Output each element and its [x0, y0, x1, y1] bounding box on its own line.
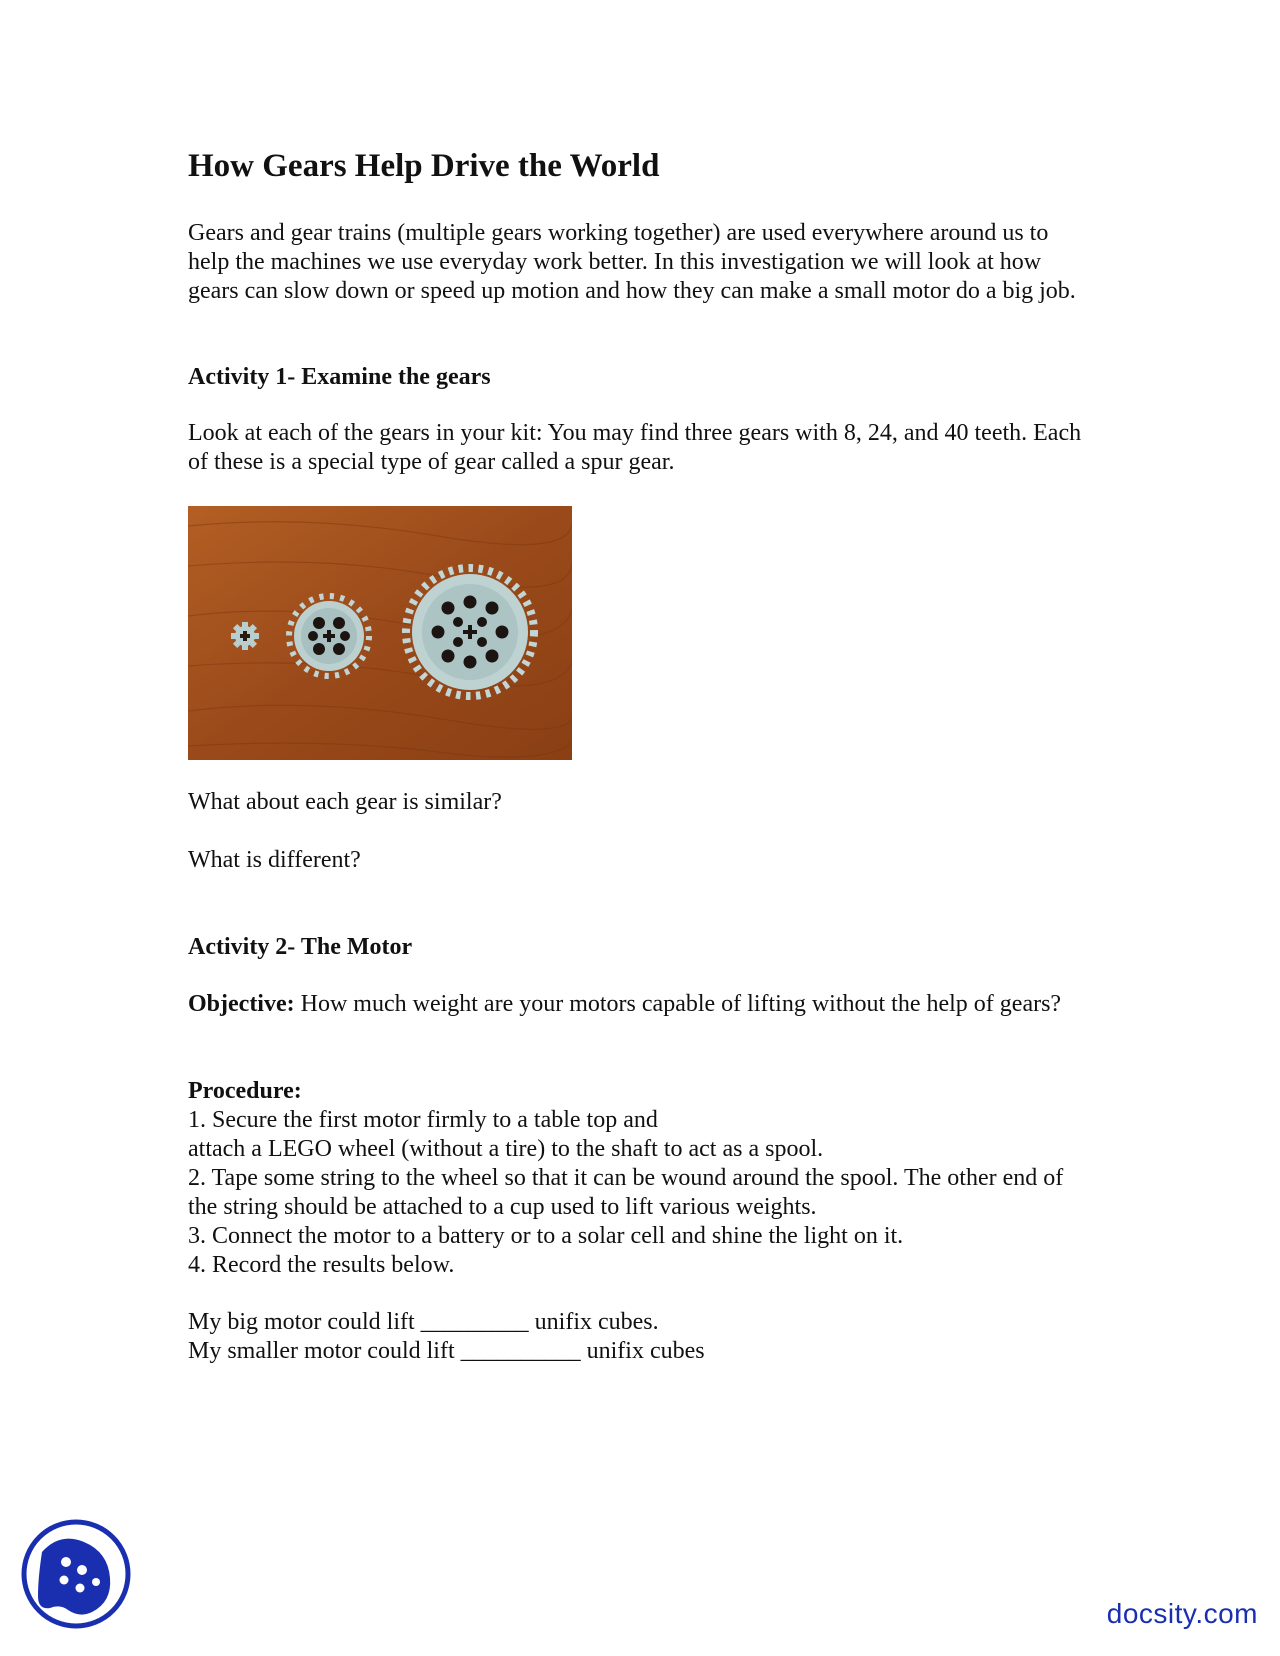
activity1-heading: Activity 1- Examine the gears — [188, 364, 491, 390]
gear-40-teeth — [406, 568, 534, 696]
intro-paragraph: Gears and gear trains (multiple gears working together) are used everywhere around us to help the machines we use everyday work better. In this investigation we will look at how gears can slow down or speed up motion and how they can make a small motor do a big job. — [188, 220, 1076, 304]
procedure-section — [188, 1077, 1088, 1280]
procedure-step: attach a LEGO wheel (without a tire) to the shaft to act as a spool. — [188, 1136, 824, 1162]
result-big-motor: My big motor could lift _________ unifix cubes. — [188, 1309, 659, 1335]
procedure-label: Procedure: — [188, 1078, 302, 1104]
page-title: How Gears Help Drive the World — [188, 148, 660, 184]
gear-8-teeth — [231, 622, 259, 650]
activity2-heading: Activity 2- The Motor — [188, 934, 413, 960]
results-section — [188, 1308, 1088, 1366]
procedure-step: 1. Secure the first motor firmly to a table top and — [188, 1107, 658, 1133]
docsity-logo-icon — [20, 1518, 132, 1630]
procedure-step: 4. Record the results below. — [188, 1252, 455, 1278]
docsity-brand-link[interactable]: docsity.com — [1106, 1598, 1258, 1629]
question-different: What is different? — [188, 847, 361, 873]
objective-paragraph — [188, 990, 1088, 1019]
activity1-text: Look at each of the gears in your kit: You may find three gears with 8, 24, and 40 teeth. Each of these is a special type of gear called a spur gear. — [188, 420, 1082, 475]
procedure-step: 3. Connect the motor to a battery or to a solar cell and shine the light on it. — [188, 1223, 904, 1249]
result-small-motor: My smaller motor could lift __________ unifix cubes — [188, 1338, 705, 1364]
gears-photo — [188, 506, 572, 760]
objective-text: How much weight are your motors capable of lifting without the help of gears? — [294, 991, 1062, 1017]
procedure-step: 2. Tape some string to the wheel so that it can be wound around the spool. The other end of the string should be attached to a cup used to lift various weights. — [188, 1165, 1064, 1220]
question-similar: What about each gear is similar? — [188, 789, 502, 815]
objective-label: Objective: — [188, 991, 295, 1017]
